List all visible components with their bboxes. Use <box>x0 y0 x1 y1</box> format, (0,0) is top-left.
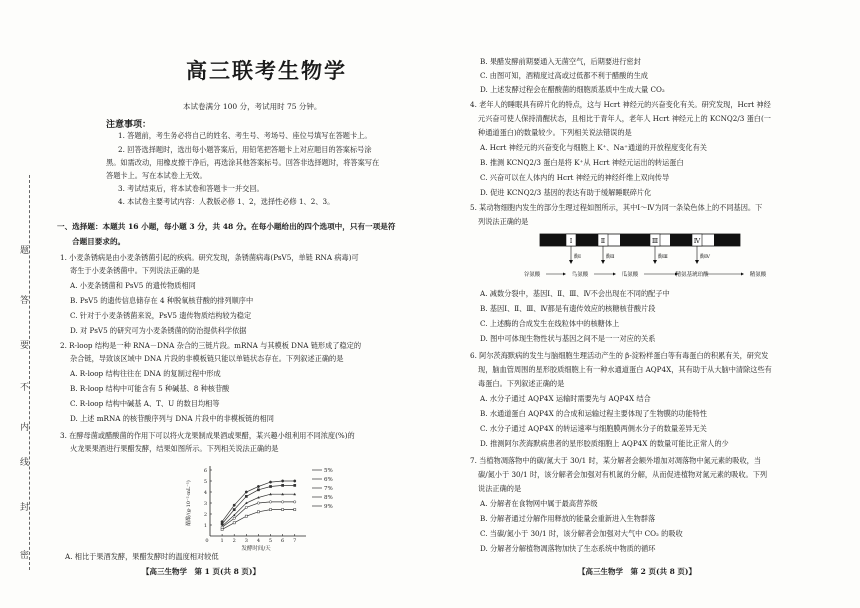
question-2-stem: 2. R-loop 结构是一种 RNA－DNA 杂合的三链片段。mRNA 与其模板 DNA 链形成了稳定的 <box>60 341 362 350</box>
question-3-option-c: C. 由图可知，酒精度过高或过低都不利于醋酸的生成 <box>480 71 648 80</box>
non-coding-segment <box>620 234 650 246</box>
data-point <box>257 511 259 513</box>
question-4-option-b: B. 推测 KCNQ2/3 蛋白是将 K⁺从 Hcrt 神经元运出的转运蛋白 <box>480 158 684 167</box>
binding-margin <box>0 0 40 608</box>
non-coding-segment <box>714 234 740 246</box>
question-6-stem: 6. 阿尔茨海默病的发生与脑细胞生理活动产生的 β-淀粉样蛋白等有毒蛋白的积累有关，研究发 <box>470 351 769 360</box>
arrow-head <box>653 260 657 264</box>
x-tick-label: 2 <box>232 538 236 544</box>
non-coding-segment <box>540 234 566 246</box>
question-7-stem-cont: 说法正确的是 <box>478 484 522 493</box>
data-point <box>221 526 223 528</box>
data-point <box>245 491 247 493</box>
question-5-option-a: A. 减数分裂中，基因Ⅰ、Ⅱ、Ⅲ、Ⅳ不会出现在不同的配子中 <box>480 289 670 298</box>
x-axis-label: 发酵时间/天 <box>241 546 271 552</box>
question-3-option-b: B. 果醋发酵前期要通入无菌空气，后期要进行密封 <box>480 57 641 66</box>
question-4-stem-cont: 元兴奋可使人保持清醒状态，且相比于青年人，老年人 Hcrt 神经元上的 KCNQ2/3 蛋白(一 <box>478 114 771 123</box>
question-2-option-d: D. 上述 mRNA 的核苷酸序列与 DNA 片段中的非模板链的相同 <box>70 414 274 423</box>
question-7-stem: 7. 当植物凋落物中的碳/氮大于 30/1 时，某分解者会额外增加对凋落物中氮元素的吸收，当 <box>470 456 762 465</box>
metabolite-label: 瓜氨酸 <box>621 272 639 278</box>
score-line: 本试卷满分 100 分，考试用时 75 分钟。 <box>183 102 322 111</box>
data-point <box>282 509 284 511</box>
margin-word: 题 <box>20 246 30 256</box>
arrow-head <box>563 273 566 276</box>
data-point <box>245 515 247 517</box>
question-4-option-d: D. 促进 KCNQ2/3 基因的表达有助于缓解睡眠碎片化 <box>480 188 652 197</box>
question-6-option-b: B. 水通道蛋白 AQP4X 的合成和运输过程主要体现了生物膜的功能特性 <box>480 409 707 418</box>
question-5-option-d: D. 图中可体现生物性状与基因之间不是一一对应的关系 <box>480 334 656 343</box>
data-point <box>294 484 296 486</box>
question-4-stem: 4. 老年人的睡眠具有碎片化的特点，这与 Hcrt 神经元的兴奋变化有关。研究发现，Hcrt 神经 <box>470 100 771 109</box>
arrow-head <box>601 260 605 264</box>
question-7-option-a: A. 分解者在食物网中属于最高营养级 <box>480 499 598 508</box>
data-point <box>233 504 235 506</box>
margin-word: 内 <box>20 423 30 433</box>
question-5-option-c: C. 上述酶的合成发生在线粒体中的核糖体上 <box>480 319 620 328</box>
data-point <box>269 501 271 503</box>
data-point <box>257 502 259 504</box>
question-2-option-c: C. R-loop 结构中碱基 A、T、U 的数目均相等 <box>70 399 220 408</box>
data-point <box>269 481 271 483</box>
question-7-option-b: B. 分解者通过分解作用释放的能量会重新进入生物群落 <box>480 514 656 523</box>
arrow-head <box>569 260 573 264</box>
legend-label: 9% <box>324 504 333 510</box>
question-1-option-a: A. 小麦条锈菌和 PsV5 的遗传物质相同 <box>70 281 196 290</box>
data-point <box>269 485 271 487</box>
question-6-stem-cont: 毒蛋白。下列叙述正确的是 <box>478 379 565 388</box>
data-point <box>269 509 271 511</box>
metabolite-label: 谷氨酸 <box>523 272 541 278</box>
data-point <box>281 501 283 503</box>
question-5-option-b: B. 基因Ⅰ、Ⅱ、Ⅲ、Ⅳ都是有遗传效应的核糖核苷酸片段 <box>480 304 656 313</box>
question-1-option-d: D. 对 PsV5 的研究可为小麦条锈菌的防治提供科学依据 <box>70 326 247 335</box>
margin-word: 密 <box>20 551 30 561</box>
enzyme-label: 酶Ⅲ <box>658 254 668 260</box>
question-3-stem: 3. 在酵母菌或醋酸菌的作用下可以将火龙果制成果酒或果醋，某兴趣小组利用不同浓度(%)的 <box>60 431 355 440</box>
question-5-stem-cont: 列说法正确的是 <box>478 217 529 226</box>
question-6-option-d: D. 推测阿尔茨海默病患者的星形胶质细胞上 AQP4X 的数量可能比正常人的少 <box>480 439 729 448</box>
margin-word: 要 <box>20 341 30 351</box>
question-4-stem-cont: 种通道蛋白)的数量较少。下列相关说法错误的是 <box>478 128 632 137</box>
section-heading: 一、选择题：本题共 16 小题，每小题 3 分，共 48 分。在每小题给出的四个选项中，只有一项是符 <box>57 222 396 231</box>
data-point <box>257 485 259 487</box>
margin-word: 答 <box>20 296 30 306</box>
data-point <box>233 522 235 524</box>
x-tick-label: 3 <box>244 538 248 544</box>
gene-label: Ⅰ <box>569 237 573 245</box>
data-point <box>233 517 235 519</box>
gene-label: Ⅲ <box>651 237 659 245</box>
data-point <box>221 528 223 530</box>
data-point <box>245 506 247 508</box>
seal-line <box>29 175 30 570</box>
notice-item: 4. 本试卷主要考试内容：人教版必修 1、2，选择性必修 1、2、3。 <box>118 197 335 206</box>
margin-word: 不 <box>20 383 30 393</box>
question-2-option-b: B. R-loop 结构中可能含有 5 种碱基、8 种核苷酸 <box>70 384 230 393</box>
legend-label: 6% <box>324 477 333 483</box>
enzyme-label: 酶Ⅳ <box>700 254 710 260</box>
question-2-option-a: A. R-loop 结构往往在 DNA 的复制过程中形成 <box>70 369 221 378</box>
question-3-option-d: D. 上述发酵过程会在醋酸菌的细胞质基质中生成大量 CO₂ <box>480 85 665 94</box>
question-3-option-a: A. 相比于果酒发酵，果醋发酵时的温度相对较低 <box>65 552 219 561</box>
margin-word: 封 <box>20 503 30 513</box>
gene-label: Ⅳ <box>693 237 701 245</box>
question-6-stem-cont: 现，脑血管周围的星形胶质细胞上有一种水通道蛋白 AQP4X，其有助于从大脑中清除这些有 <box>478 365 772 374</box>
exam-title: 高三联考生物学 <box>186 59 347 83</box>
data-point <box>221 523 223 525</box>
question-7-stem-cont: 碳/氮小于 30/1 时，该分解者会加强对有机氮的分解，从而促进植物对氮元素的吸收。下列 <box>478 470 768 479</box>
question-1-option-b: B. PsV5 的遗传信息储存在 4 种脱氧核苷酸的排列顺序中 <box>70 296 254 305</box>
legend-label: 8% <box>324 495 333 501</box>
arrow-head <box>741 273 744 276</box>
arrow-head <box>613 273 616 276</box>
y-tick-label: 5 <box>203 479 207 485</box>
legend-label: 7% <box>324 486 333 492</box>
question-7-option-d: D. 分解者分解植物凋落物加快了生态系统中物质的循环 <box>480 544 656 553</box>
question-6-option-a: A. 水分子通过 AQP4X 运输时需要先与 AQP4X 结合 <box>480 394 651 403</box>
gene-label: Ⅱ <box>600 237 606 245</box>
metabolite-label: 鸟氨酸 <box>571 272 589 278</box>
question-4-option-c: C. 兴奋可以在人体内的 Hcrt 神经元的神经纤维上双向传导 <box>480 173 670 182</box>
data-point <box>282 484 284 486</box>
notice-item: 2. 回答选择题时，选出每小题答案后，用铅笔把答题卡上对应题目的答案标号涂 <box>118 145 372 154</box>
question-6-option-c: C. 水分子通过 AQP4X 的转运速率与细胞膜两侧水分子的数量差异无关 <box>480 424 707 433</box>
metabolite-label: 精氨基琥珀酸 <box>675 272 709 278</box>
y-tick-label: 6 <box>203 468 207 474</box>
x-tick-label: 1 <box>220 538 224 544</box>
notice-heading: 注意事项： <box>106 120 152 130</box>
notice-item: 答题卡上。写在本试卷上无效。 <box>106 171 207 180</box>
notice-item: 黑。如需改动，用橡皮擦干净后，再选涂其他答案标号。回答非选择题时，将答案写在 <box>106 158 380 167</box>
data-point <box>294 509 296 511</box>
x-tick-label: 5 <box>268 538 273 544</box>
question-1-stem-cont: 寄生于小麦条锈菌中。下列说法正确的是 <box>70 266 200 275</box>
y-tick-label: 4 <box>203 490 207 496</box>
gene-pathway-diagram <box>470 228 830 286</box>
y-tick-label: 3 <box>203 501 207 507</box>
question-4-option-a: A. Hcrt 神经元的兴奋变化与细胞上 K⁺、Na⁺通道的开放程度变化有关 <box>480 143 707 152</box>
question-2-stem-cont: 杂合链，导致该区域中 DNA 片段的非模板链只能以单链状态存在。下列叙述正确的是 <box>70 354 344 363</box>
notice-item: 3. 考试结束后，将本试卷和答题卡一并交回。 <box>118 184 264 193</box>
section-heading-cont: 合题目要求的。 <box>72 237 126 246</box>
margin-word: 线 <box>20 458 30 468</box>
legend-label: 5% <box>324 468 333 474</box>
x-tick-label: 4 <box>256 538 261 544</box>
question-5-stem: 5. 某动物细胞内发生的部分生理过程如图所示，其中Ⅰ～Ⅳ为同一条染色体上的不同基因。下 <box>470 203 763 212</box>
arrow-head <box>695 260 699 264</box>
enzyme-label: 酶Ⅰ <box>574 254 581 260</box>
question-1-stem: 1. 小麦条锈病是由小麦条锈菌引起的疾病。研究发现，条锈菌病毒(PsV5，单链 RNA 病毒)可 <box>60 253 359 262</box>
y-tick-label: 2 <box>203 512 207 518</box>
notice-item: 1. 答题前，考生务必将自己的姓名、考生号、考场号、座位号填写在答题卡上。 <box>118 131 372 140</box>
data-point <box>281 480 283 482</box>
data-point <box>257 489 259 491</box>
metabolite-label: 精氨酸 <box>749 272 767 278</box>
question-7-option-c: C. 当碳/氮小于 30/1 时，该分解者会加强对大气中 CO₂ 的吸收 <box>480 529 683 538</box>
x-tick-label: 7 <box>293 538 297 544</box>
y-tick-label: 1 <box>203 523 207 529</box>
data-point <box>233 509 235 511</box>
non-coding-segment <box>670 234 692 246</box>
question-1-option-c: C. 针对于小麦条锈菌来说，PsV5 遗传物质结构较为稳定 <box>70 311 252 320</box>
question-3-stem-cont: 火龙果果酒进行果醋发酵，结果如图所示。下列相关说法正确的是 <box>70 444 279 453</box>
origin-label: 0 <box>205 538 209 544</box>
page-footer: 【高三生物学 第 1 页(共 8 页)】 <box>142 567 260 576</box>
data-point <box>294 501 296 503</box>
page-footer: 【高三生物学 第 2 页(共 8 页)】 <box>578 567 696 576</box>
data-point <box>245 495 247 497</box>
non-coding-segment <box>576 234 598 246</box>
acetic-acid-line-chart <box>180 460 350 552</box>
enzyme-label: 酶Ⅱ <box>606 254 615 260</box>
x-tick-label: 6 <box>281 538 285 544</box>
data-point <box>294 480 296 482</box>
y-axis-label: 醋酸/(g·10⁻²·mL⁻¹) <box>186 480 192 526</box>
